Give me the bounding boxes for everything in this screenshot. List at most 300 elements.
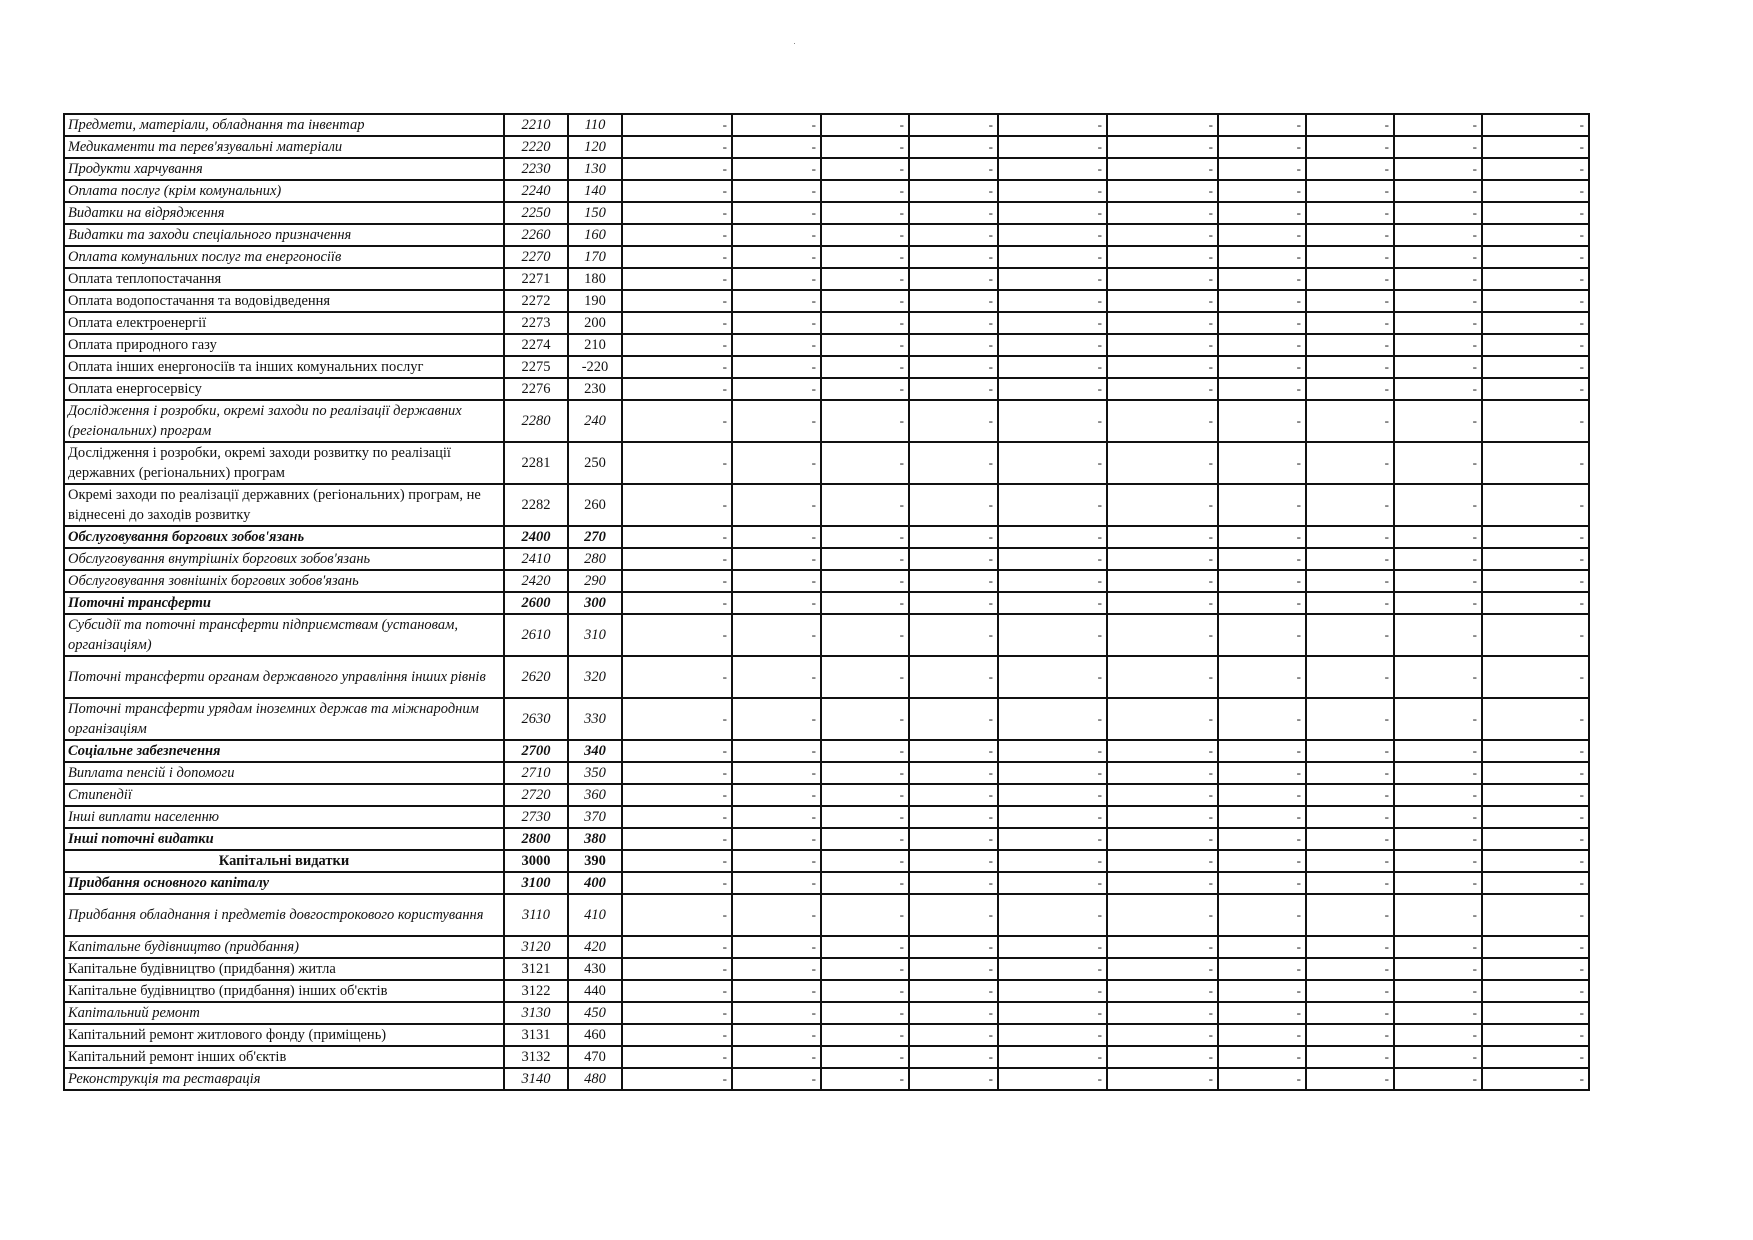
row-value-cell: - (622, 334, 732, 356)
row-value-cell: - (1482, 872, 1589, 894)
row-kekv-code: 2230 (504, 158, 568, 180)
row-value-cell: - (1394, 1002, 1482, 1024)
row-value-cell: - (821, 548, 909, 570)
table-row (64, 806, 1589, 828)
row-line-code: 190 (568, 290, 622, 312)
row-value-cell: - (1218, 484, 1306, 526)
row-value-cell: - (622, 740, 732, 762)
row-line-code: 140 (568, 180, 622, 202)
row-kekv-code: 2700 (504, 740, 568, 762)
row-value-cell: - (1107, 570, 1218, 592)
row-value-cell: - (622, 548, 732, 570)
row-value-cell: - (998, 740, 1107, 762)
row-value-cell: - (622, 378, 732, 400)
row-value-cell: - (1107, 740, 1218, 762)
row-description: Окремі заходи по реалізації державних (регіональних) програм, не віднесені до заходів розвитку (64, 484, 504, 526)
row-value-cell: - (1482, 356, 1589, 378)
table-row (64, 656, 1589, 698)
row-value-cell: - (732, 158, 821, 180)
row-value-cell: - (998, 894, 1107, 936)
row-line-code: 120 (568, 136, 622, 158)
row-kekv-code: 3122 (504, 980, 568, 1002)
table-row (64, 980, 1589, 1002)
row-value-cell: - (1107, 224, 1218, 246)
row-line-code: 430 (568, 958, 622, 980)
row-value-cell: - (1306, 958, 1394, 980)
row-value-cell: - (821, 828, 909, 850)
row-value-cell: - (1107, 526, 1218, 548)
row-value-cell: - (1218, 202, 1306, 224)
row-value-cell: - (1306, 1068, 1394, 1090)
row-value-cell: - (1218, 246, 1306, 268)
row-value-cell: - (1306, 806, 1394, 828)
row-value-cell: - (821, 224, 909, 246)
row-value-cell: - (1218, 114, 1306, 136)
row-value-cell: - (1394, 698, 1482, 740)
row-value-cell: - (1306, 894, 1394, 936)
row-value-cell: - (1218, 828, 1306, 850)
row-value-cell: - (1394, 400, 1482, 442)
row-value-cell: - (732, 378, 821, 400)
row-value-cell: - (732, 1046, 821, 1068)
row-value-cell: - (1394, 224, 1482, 246)
row-value-cell: - (1482, 698, 1589, 740)
row-line-code: 180 (568, 268, 622, 290)
row-value-cell: - (909, 592, 998, 614)
row-value-cell: - (821, 400, 909, 442)
row-value-cell: - (1107, 378, 1218, 400)
row-value-cell: - (622, 224, 732, 246)
row-value-cell: - (1306, 570, 1394, 592)
row-value-cell: - (821, 698, 909, 740)
row-value-cell: - (732, 872, 821, 894)
table-row (64, 548, 1589, 570)
row-description: Капітальні видатки (64, 850, 504, 872)
row-value-cell: - (821, 334, 909, 356)
row-value-cell: - (1107, 484, 1218, 526)
row-value-cell: - (732, 312, 821, 334)
row-value-cell: - (1394, 268, 1482, 290)
row-value-cell: - (998, 762, 1107, 784)
row-kekv-code: 2410 (504, 548, 568, 570)
row-value-cell: - (622, 784, 732, 806)
row-kekv-code: 3132 (504, 1046, 568, 1068)
table-row (64, 828, 1589, 850)
row-value-cell: - (1394, 356, 1482, 378)
row-value-cell: - (998, 980, 1107, 1002)
row-value-cell: - (1482, 1068, 1589, 1090)
row-description: Стипендії (64, 784, 504, 806)
row-value-cell: - (821, 158, 909, 180)
row-value-cell: - (998, 958, 1107, 980)
row-value-cell: - (1306, 740, 1394, 762)
row-value-cell: - (998, 202, 1107, 224)
row-line-code: 240 (568, 400, 622, 442)
row-value-cell: - (998, 224, 1107, 246)
row-description: Обслуговування внутрішніх боргових зобов'язань (64, 548, 504, 570)
row-value-cell: - (1482, 224, 1589, 246)
row-kekv-code: 2282 (504, 484, 568, 526)
row-value-cell: - (1394, 828, 1482, 850)
row-value-cell: - (1107, 784, 1218, 806)
row-value-cell: - (1482, 656, 1589, 698)
row-value-cell: - (1394, 290, 1482, 312)
row-value-cell: - (1306, 114, 1394, 136)
row-value-cell: - (1394, 1024, 1482, 1046)
row-value-cell: - (909, 180, 998, 202)
row-value-cell: - (1218, 936, 1306, 958)
row-value-cell: - (732, 806, 821, 828)
row-description: Обслуговування боргових зобов'язань (64, 526, 504, 548)
row-value-cell: - (1306, 980, 1394, 1002)
row-value-cell: - (1107, 850, 1218, 872)
row-kekv-code: 2600 (504, 592, 568, 614)
row-kekv-code: 3131 (504, 1024, 568, 1046)
row-value-cell: - (1394, 872, 1482, 894)
row-value-cell: - (732, 136, 821, 158)
row-description: Оплата природного газу (64, 334, 504, 356)
row-value-cell: - (909, 484, 998, 526)
row-value-cell: - (1482, 378, 1589, 400)
row-value-cell: - (1394, 334, 1482, 356)
row-value-cell: - (1218, 1024, 1306, 1046)
row-value-cell: - (622, 1046, 732, 1068)
row-value-cell: - (1218, 592, 1306, 614)
row-value-cell: - (998, 828, 1107, 850)
row-description: Дослідження і розробки, окремі заходи по реалізації державних (регіональних) програм (64, 400, 504, 442)
row-value-cell: - (622, 850, 732, 872)
row-value-cell: - (732, 442, 821, 484)
row-description: Медикаменти та перев'язувальні матеріали (64, 136, 504, 158)
row-value-cell: - (1306, 484, 1394, 526)
row-value-cell: - (1482, 806, 1589, 828)
row-value-cell: - (622, 356, 732, 378)
row-kekv-code: 2273 (504, 312, 568, 334)
row-value-cell: - (1306, 290, 1394, 312)
row-value-cell: - (622, 958, 732, 980)
row-value-cell: - (732, 356, 821, 378)
row-value-cell: - (821, 936, 909, 958)
table-row (64, 698, 1589, 740)
row-value-cell: - (732, 592, 821, 614)
row-value-cell: - (1394, 378, 1482, 400)
row-value-cell: - (622, 526, 732, 548)
row-kekv-code: 3000 (504, 850, 568, 872)
row-line-code: 460 (568, 1024, 622, 1046)
row-value-cell: - (821, 850, 909, 872)
row-value-cell: - (1107, 698, 1218, 740)
row-value-cell: - (998, 592, 1107, 614)
table-row (64, 484, 1589, 526)
row-value-cell: - (732, 656, 821, 698)
row-value-cell: - (622, 158, 732, 180)
row-kekv-code: 2274 (504, 334, 568, 356)
row-value-cell: - (1107, 1002, 1218, 1024)
row-value-cell: - (821, 136, 909, 158)
row-value-cell: - (909, 1024, 998, 1046)
row-value-cell: - (1107, 614, 1218, 656)
row-value-cell: - (1218, 1046, 1306, 1068)
row-value-cell: - (821, 762, 909, 784)
row-kekv-code: 2220 (504, 136, 568, 158)
row-value-cell: - (732, 980, 821, 1002)
row-value-cell: - (909, 224, 998, 246)
row-value-cell: - (622, 1068, 732, 1090)
row-value-cell: - (1218, 548, 1306, 570)
row-value-cell: - (1394, 592, 1482, 614)
row-value-cell: - (732, 180, 821, 202)
row-value-cell: - (821, 246, 909, 268)
row-value-cell: - (622, 484, 732, 526)
row-value-cell: - (821, 202, 909, 224)
row-value-cell: - (1482, 614, 1589, 656)
row-value-cell: - (1482, 548, 1589, 570)
row-value-cell: - (821, 958, 909, 980)
row-value-cell: - (1306, 850, 1394, 872)
table-row (64, 224, 1589, 246)
row-value-cell: - (1306, 334, 1394, 356)
row-value-cell: - (1394, 740, 1482, 762)
row-value-cell: - (1218, 400, 1306, 442)
row-line-code: 160 (568, 224, 622, 246)
row-value-cell: - (622, 698, 732, 740)
row-description: Продукти харчування (64, 158, 504, 180)
row-value-cell: - (1306, 872, 1394, 894)
row-value-cell: - (1306, 784, 1394, 806)
row-value-cell: - (1394, 548, 1482, 570)
row-value-cell: - (732, 290, 821, 312)
row-value-cell: - (909, 614, 998, 656)
row-value-cell: - (1107, 312, 1218, 334)
row-kekv-code: 2281 (504, 442, 568, 484)
row-kekv-code: 2800 (504, 828, 568, 850)
row-value-cell: - (732, 614, 821, 656)
row-value-cell: - (1482, 1024, 1589, 1046)
row-value-cell: - (732, 1068, 821, 1090)
row-value-cell: - (998, 698, 1107, 740)
row-description: Видатки на відрядження (64, 202, 504, 224)
table-row (64, 958, 1589, 980)
row-value-cell: - (909, 740, 998, 762)
row-value-cell: - (622, 1024, 732, 1046)
row-value-cell: - (909, 356, 998, 378)
row-value-cell: - (1482, 740, 1589, 762)
row-description: Обслуговування зовнішніх боргових зобов'язань (64, 570, 504, 592)
row-value-cell: - (821, 592, 909, 614)
row-description: Капітальне будівництво (придбання) (64, 936, 504, 958)
row-kekv-code: 3140 (504, 1068, 568, 1090)
row-value-cell: - (1482, 570, 1589, 592)
row-value-cell: - (821, 570, 909, 592)
row-value-cell: - (909, 936, 998, 958)
table-row (64, 784, 1589, 806)
row-value-cell: - (622, 762, 732, 784)
row-value-cell: - (909, 828, 998, 850)
row-description: Придбання основного капіталу (64, 872, 504, 894)
row-value-cell: - (909, 312, 998, 334)
row-description: Оплата енергосервісу (64, 378, 504, 400)
row-line-code: 340 (568, 740, 622, 762)
row-line-code: 150 (568, 202, 622, 224)
row-value-cell: - (622, 114, 732, 136)
row-line-code: 360 (568, 784, 622, 806)
row-value-cell: - (1218, 806, 1306, 828)
row-value-cell: - (1394, 980, 1482, 1002)
row-description: Капітальне будівництво (придбання) житла (64, 958, 504, 980)
row-value-cell: - (998, 268, 1107, 290)
row-value-cell: - (1482, 828, 1589, 850)
row-value-cell: - (622, 656, 732, 698)
row-value-cell: - (1394, 1068, 1482, 1090)
row-description: Оплата комунальних послуг та енергоносіїв (64, 246, 504, 268)
row-value-cell: - (1306, 224, 1394, 246)
row-value-cell: - (998, 570, 1107, 592)
row-value-cell: - (909, 1046, 998, 1068)
row-kekv-code: 2730 (504, 806, 568, 828)
row-value-cell: - (1394, 136, 1482, 158)
row-value-cell: - (732, 784, 821, 806)
row-description: Поточні трансферти органам державного управління інших рівнів (64, 656, 504, 698)
row-value-cell: - (622, 614, 732, 656)
row-value-cell: - (1306, 442, 1394, 484)
row-value-cell: - (622, 442, 732, 484)
row-kekv-code: 2272 (504, 290, 568, 312)
row-value-cell: - (998, 656, 1107, 698)
row-value-cell: - (1306, 762, 1394, 784)
row-line-code: 200 (568, 312, 622, 334)
row-value-cell: - (909, 400, 998, 442)
row-value-cell: - (1107, 356, 1218, 378)
row-value-cell: - (1394, 246, 1482, 268)
row-description: Інші виплати населенню (64, 806, 504, 828)
row-value-cell: - (1218, 1068, 1306, 1090)
row-value-cell: - (1107, 872, 1218, 894)
row-value-cell: - (1218, 334, 1306, 356)
row-value-cell: - (1306, 202, 1394, 224)
row-line-code: 280 (568, 548, 622, 570)
row-line-code: 300 (568, 592, 622, 614)
row-value-cell: - (998, 356, 1107, 378)
row-value-cell: - (998, 312, 1107, 334)
row-value-cell: - (909, 246, 998, 268)
row-value-cell: - (1394, 656, 1482, 698)
row-line-code: 230 (568, 378, 622, 400)
row-value-cell: - (1394, 850, 1482, 872)
row-value-cell: - (1218, 290, 1306, 312)
row-value-cell: - (1482, 442, 1589, 484)
row-kekv-code: 2400 (504, 526, 568, 548)
row-value-cell: - (1394, 442, 1482, 484)
row-value-cell: - (998, 806, 1107, 828)
row-kekv-code: 2210 (504, 114, 568, 136)
table-row (64, 1024, 1589, 1046)
row-value-cell: - (821, 894, 909, 936)
table-row (64, 290, 1589, 312)
row-value-cell: - (1218, 526, 1306, 548)
table-row (64, 268, 1589, 290)
row-line-code: -220 (568, 356, 622, 378)
row-value-cell: - (1218, 442, 1306, 484)
row-value-cell: - (1218, 158, 1306, 180)
row-value-cell: - (1482, 290, 1589, 312)
row-value-cell: - (1482, 334, 1589, 356)
row-value-cell: - (821, 872, 909, 894)
table-row (64, 1068, 1589, 1090)
row-value-cell: - (1306, 614, 1394, 656)
row-value-cell: - (1482, 526, 1589, 548)
row-value-cell: - (1306, 592, 1394, 614)
row-value-cell: - (732, 114, 821, 136)
scan-speck (794, 43, 795, 44)
row-line-code: 470 (568, 1046, 622, 1068)
row-value-cell: - (622, 246, 732, 268)
row-value-cell: - (732, 958, 821, 980)
row-value-cell: - (1306, 378, 1394, 400)
row-value-cell: - (1107, 114, 1218, 136)
table-row (64, 378, 1589, 400)
row-value-cell: - (1482, 202, 1589, 224)
row-value-cell: - (1218, 136, 1306, 158)
row-value-cell: - (998, 1024, 1107, 1046)
row-value-cell: - (1394, 312, 1482, 334)
row-value-cell: - (998, 442, 1107, 484)
row-line-code: 250 (568, 442, 622, 484)
table-row (64, 356, 1589, 378)
row-value-cell: - (622, 980, 732, 1002)
row-value-cell: - (1394, 762, 1482, 784)
row-kekv-code: 2240 (504, 180, 568, 202)
row-value-cell: - (1482, 784, 1589, 806)
row-value-cell: - (732, 548, 821, 570)
row-value-cell: - (1218, 980, 1306, 1002)
row-value-cell: - (1394, 180, 1482, 202)
row-description: Предмети, матеріали, обладнання та інвентар (64, 114, 504, 136)
row-kekv-code: 2720 (504, 784, 568, 806)
budget-expenditure-table (63, 113, 1590, 1091)
table-row (64, 762, 1589, 784)
row-line-code: 410 (568, 894, 622, 936)
row-value-cell: - (821, 312, 909, 334)
row-kekv-code: 2250 (504, 202, 568, 224)
row-kekv-code: 2270 (504, 246, 568, 268)
row-value-cell: - (909, 378, 998, 400)
table-row (64, 312, 1589, 334)
row-value-cell: - (1107, 656, 1218, 698)
row-value-cell: - (1107, 548, 1218, 570)
row-value-cell: - (1107, 136, 1218, 158)
table-row (64, 570, 1589, 592)
row-value-cell: - (821, 526, 909, 548)
row-value-cell: - (1306, 1024, 1394, 1046)
row-description: Капітальний ремонт (64, 1002, 504, 1024)
row-description: Субсидії та поточні трансферти підприємствам (установам, організаціям) (64, 614, 504, 656)
row-value-cell: - (1107, 592, 1218, 614)
row-description: Капітальний ремонт інших об'єктів (64, 1046, 504, 1068)
row-line-code: 420 (568, 936, 622, 958)
row-value-cell: - (732, 570, 821, 592)
row-value-cell: - (622, 268, 732, 290)
row-value-cell: - (821, 442, 909, 484)
row-value-cell: - (732, 850, 821, 872)
row-line-code: 480 (568, 1068, 622, 1090)
row-value-cell: - (909, 784, 998, 806)
row-value-cell: - (1482, 850, 1589, 872)
row-value-cell: - (821, 1046, 909, 1068)
row-value-cell: - (1107, 290, 1218, 312)
row-value-cell: - (998, 290, 1107, 312)
row-description: Виплата пенсій і допомоги (64, 762, 504, 784)
table-row (64, 614, 1589, 656)
